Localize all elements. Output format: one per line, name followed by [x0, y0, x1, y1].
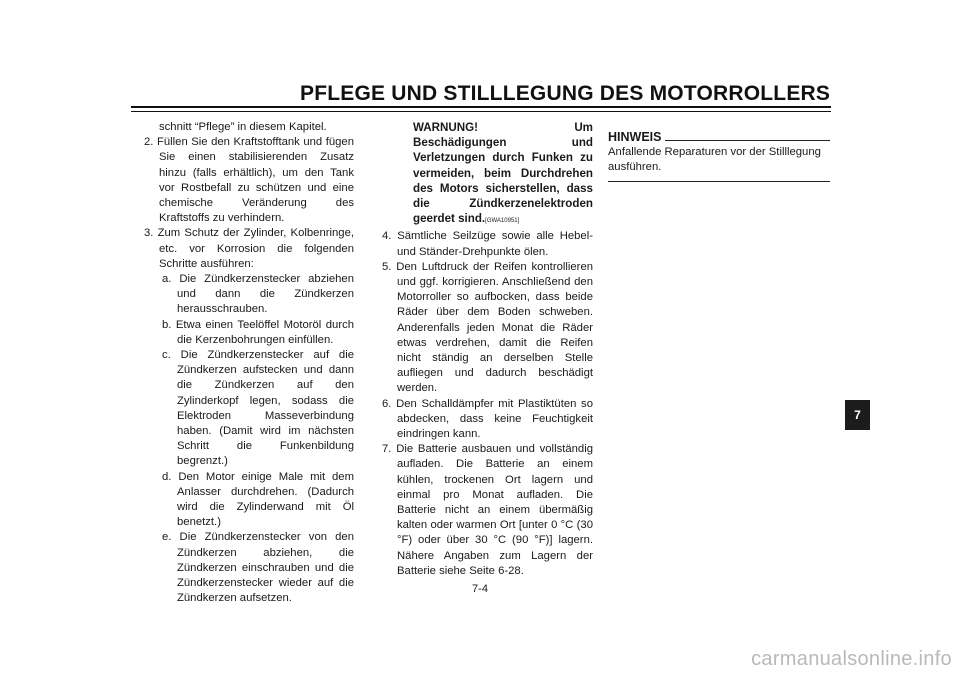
hinweis-bottom-rule: [608, 181, 830, 182]
hinweis-box: [608, 130, 830, 182]
substep-e: [144, 530, 354, 606]
intro-text: schnitt “Pflege” in diesem Kapitel.: [159, 121, 327, 133]
step-6: [382, 397, 593, 443]
step-4: [382, 229, 593, 259]
substep-text: Die Zündkerzenstecker auf die Zündkerzen aufstecken und dann die Zündkerzen auf den Zylinderkopf legen, sodass die Elektroden Masseverbindung haben. (Damit wird im nächsten Schritt die Funkenbildung begrenzt.): [177, 349, 355, 468]
substep-letter: c.: [162, 349, 171, 362]
step-number: 3.: [144, 227, 154, 240]
warning-text: WARNUNG! Um Beschädigungen und Verletzungen durch Funken zu vermeiden, beim Durchdrehen des Motors sicherstellen, dass die Zündkerzenelektroden geerdet sind.: [413, 121, 593, 226]
substep-a: [144, 272, 354, 318]
page-title: PFLEGE UND STILLLEGUNG DES MOTORROLLERS: [300, 82, 831, 105]
warning-block: [382, 120, 593, 229]
header-rule: [131, 106, 831, 108]
hinweis-text: Anfallende Reparaturen vor der Stilllegung ausführen.: [608, 146, 821, 174]
chapter-tab: 7: [845, 400, 870, 430]
step-text: Zum Schutz der Zylinder, Kolbenringe, etc. vor Korrosion die folgenden Schritte ausführen:: [157, 227, 354, 270]
warning-code: [GWA10951]: [485, 218, 520, 225]
step-number: 6.: [382, 397, 392, 410]
step-5: [382, 260, 593, 397]
step-7: [382, 442, 593, 579]
step-number: 5.: [382, 260, 392, 273]
step-text: Den Schalldämpfer mit Plastiktüten so abdecken, dass keine Feuchtigkeit eindringen kann.: [396, 397, 593, 441]
column-left: [144, 120, 354, 607]
step-text: Füllen Sie den Kraftstofftank und fügen Sie einen stabilisierenden Zusatz hinzu (falls erhältlich), um den Tank vor Rostbefall zu schützen und eine chemische Veränderung des Kraftstoffs zu verhindern.: [156, 136, 355, 225]
substep-letter: a.: [162, 273, 172, 286]
substep-text: Die Zündkerzenstecker von den Zündkerzen abziehen, die Zündkerzen einschrauben und die Zündkerzenstecker wieder auf die Zündkerzen aufsetzen.: [177, 531, 354, 605]
substep-b: [144, 318, 354, 348]
substep-c: [144, 348, 354, 470]
header-rule-thin: [131, 111, 831, 112]
substep-text: Die Zündkerzenstecker abziehen und dann die Zündkerzen herausschrauben.: [177, 273, 354, 316]
page-number: 7-4: [472, 583, 488, 595]
hinweis-label: HINWEIS: [608, 130, 662, 144]
watermark: carmanualsonline.info: [751, 648, 952, 670]
step-3: [144, 226, 354, 272]
substep-text: Etwa einen Teelöffel Motoröl durch die Kerzenbohrungen einfüllen.: [175, 318, 355, 346]
step-text: Die Batterie ausbauen und vollständig aufladen. Die Batterie an einem kühlen, trockenen Ort lagern und einmal pro Monat aufladen. Die Batterie nicht an einem übermäßig kalten oder warmen Ort [unter 0 °C (30 °F) oder über 30 °C (90 °F)] lagern. Nähere Angaben zum Lagern der Batterie siehe Seite 6-28.: [396, 443, 594, 577]
substep-letter: e.: [162, 531, 172, 544]
step-text: Den Luftdruck der Reifen kontrollieren und ggf. korrigieren. Anschließend den Motorroller so aufbocken, dass beide Räder über dem Boden schweben. Anderenfalls jeden Monat die Räder etwas verdrehen, damit die Reifen nicht ständig an derselben Stelle aufliegen und dadurch beschädigt werden.: [396, 260, 594, 395]
step-text: Sämtliche Seilzüge sowie alle Hebel- und Ständer-Drehpunkte ölen.: [397, 230, 593, 258]
substep-letter: d.: [162, 470, 172, 483]
step-number: 7.: [382, 443, 392, 456]
column-middle: [382, 120, 593, 579]
hinweis-header-rule: [665, 140, 830, 141]
hinweis-header: [608, 130, 830, 144]
step-number: 4.: [382, 230, 392, 243]
step-2: [144, 135, 354, 226]
substep-letter: b.: [162, 318, 172, 331]
substep-d: [144, 470, 354, 531]
substep-text: Den Motor einige Male mit dem Anlasser durchdrehen. (Dadurch wird die Zylinderwand mit Öl benetzt.): [177, 470, 355, 529]
step-number: 2.: [144, 136, 154, 149]
